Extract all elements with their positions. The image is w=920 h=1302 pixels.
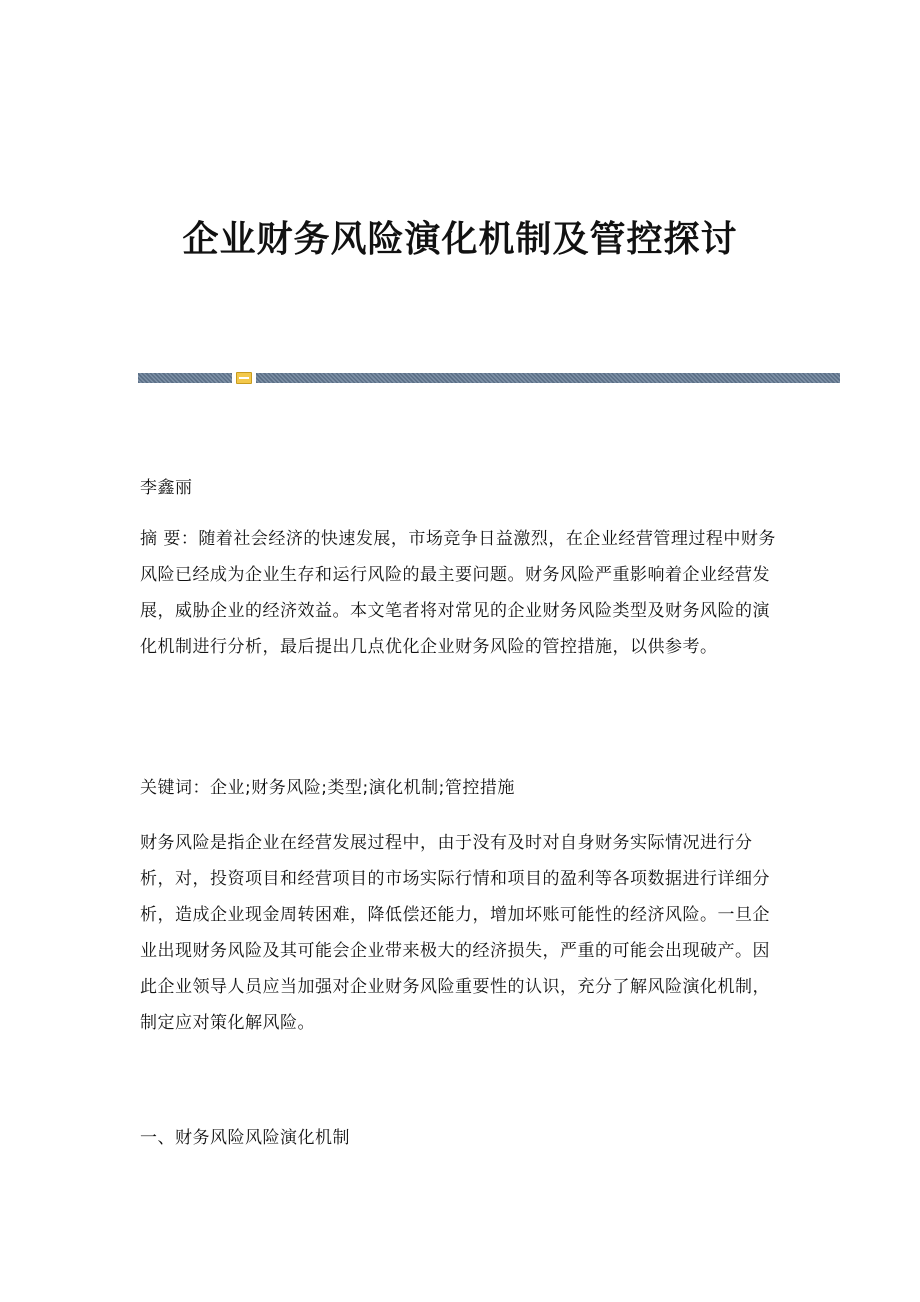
document-title: 企业财务风险演化机制及管控探讨 <box>182 218 738 260</box>
title-divider-right <box>256 373 840 383</box>
document-icon <box>236 372 252 384</box>
body-paragraph: 财务风险是指企业在经营发展过程中，由于没有及时对自身财务实际情况进行分析，对，投资项目和经营项目的市场实际行情和项目的盈利等各项数据进行详细分析，造成企业现金周转困难，降低偿还能力，增加坏账可能性的经济风险。一旦企业出现财务风险及其可能会企业带来极大的经济损失，严重的可能会出现破产。因此企业领导人员应当加强对企业财务风险重要性的认识，充分了解风险演化机制，制定应对策化解风险。 <box>140 833 770 1033</box>
abstract-paragraph: 摘 要：随着社会经济的快速发展，市场竞争日益激烈，在企业经营管理过程中财务风险已经成为企业生存和运行风险的最主要问题。财务风险严重影响着企业经营发展，威胁企业的经济效益。本文笔者将对常见的企业财务风险类型及财务风险的演化机制进行分析，最后提出几点优化企业财务风险的管控措施，以供参考。 <box>140 529 776 657</box>
author-name: 李鑫丽 <box>140 478 193 498</box>
title-divider-left <box>138 373 232 383</box>
section-heading: 一、财务风险风险演化机制 <box>140 1128 350 1148</box>
keywords-line: 关键词：企业;财务风险;类型;演化机制;管控措施 <box>140 778 515 798</box>
